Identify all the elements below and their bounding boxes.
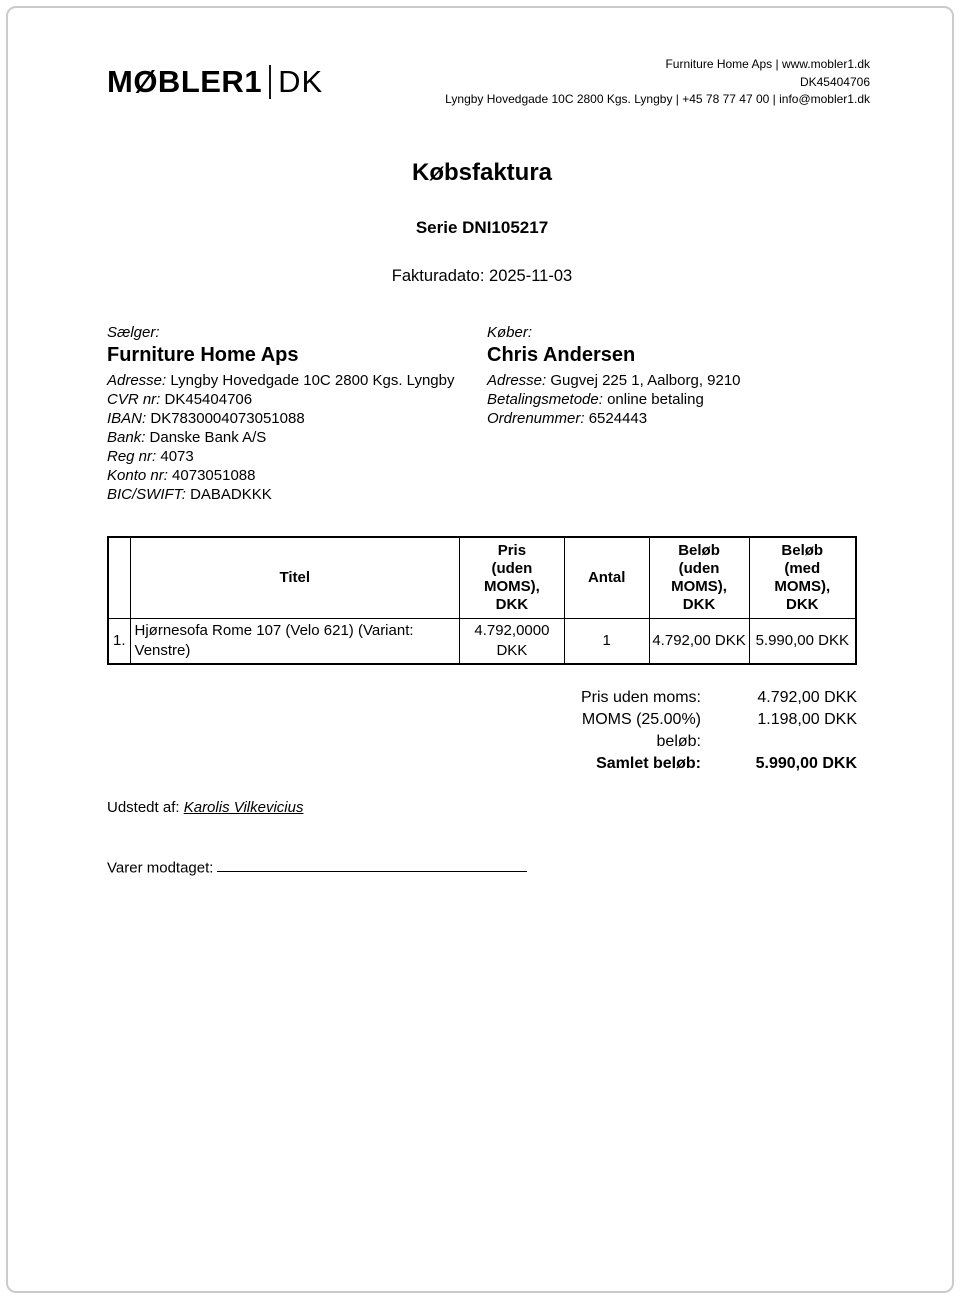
field-value: DABADKKK <box>190 485 272 503</box>
contact-line-website: Furniture Home Aps | www.mobler1.dk <box>665 57 870 71</box>
header-text: Beløb (med MOMS), DKK <box>774 541 831 613</box>
item-amount-ex-vat-cell: 4.792,00 DKK <box>649 618 749 664</box>
field-label: IBAN: <box>107 409 147 427</box>
header-row-number <box>108 537 130 619</box>
seller-name: Furniture Home Aps <box>107 343 299 366</box>
parties-section <box>107 324 857 504</box>
issued-by-label: Udstedt af: <box>107 798 180 816</box>
logo-text-dk: DK <box>278 64 324 99</box>
item-qty-cell: 1 <box>564 618 649 664</box>
seller-field-adresse <box>107 371 487 390</box>
totals-section <box>107 687 857 775</box>
buyer-label: Køber: <box>487 323 533 341</box>
header-antal: Antal <box>564 537 649 619</box>
seller-field-kontonr <box>107 466 487 485</box>
field-label: Betalingsmetode: <box>487 390 603 408</box>
field-value: DK7830004073051088 <box>150 409 305 427</box>
seller-field-bic <box>107 485 487 504</box>
field-value: 4073 <box>160 447 194 465</box>
item-amount-inc-vat-cell: 5.990,00 DKK <box>749 618 856 664</box>
seller-field-regnr <box>107 447 487 466</box>
header-text: Beløb (uden MOMS), DKK <box>671 541 727 613</box>
field-label: CVR nr: <box>107 390 161 408</box>
buyer-name: Chris Andersen <box>487 343 636 366</box>
field-value: Gugvej 225 1, Aalborg, 9210 <box>550 371 741 389</box>
buyer-field-betalingsmetode <box>487 390 857 409</box>
total-value: 5.990,00 DKK <box>755 754 857 772</box>
items-table <box>107 536 857 665</box>
goods-received <box>107 858 880 876</box>
table-row <box>108 618 856 664</box>
total-row-ex-vat <box>541 687 857 709</box>
item-unit-price-cell: 4.792,0000 DKK <box>459 618 564 664</box>
field-label: Konto nr: <box>107 466 168 484</box>
buyer-section <box>487 324 857 504</box>
field-value: 6524443 <box>588 409 648 427</box>
logo-divider <box>269 65 271 99</box>
invoice-serie: Serie DNI105217 <box>415 217 549 237</box>
field-label: Ordrenummer: <box>487 409 585 427</box>
buyer-field-adresse <box>487 371 857 390</box>
field-value: online betaling <box>607 390 704 408</box>
field-label: Adresse: <box>487 371 547 389</box>
field-value: Danske Bank A/S <box>149 428 267 446</box>
header-amount-inc-vat <box>749 537 856 619</box>
buyer-field-ordrenummer <box>487 409 857 428</box>
seller-field-cvr <box>107 390 487 409</box>
invoice-title: Købsfaktura <box>411 158 553 186</box>
total-label: Samlet beløb: <box>596 754 701 772</box>
field-label: Bank: <box>107 428 146 446</box>
total-row-grand <box>541 753 857 775</box>
logo-text-mobler1: MØBLER1 <box>107 64 263 99</box>
field-value: 4073051088 <box>172 466 256 484</box>
seller-section <box>107 324 487 504</box>
brand-logo <box>107 64 323 100</box>
total-label: MOMS (25.00%) beløb: <box>581 710 701 750</box>
total-value: 4.792,00 DKK <box>757 688 857 706</box>
field-label: Adresse: <box>107 371 167 389</box>
seller-field-iban <box>107 409 487 428</box>
header-price-ex-vat <box>459 537 564 619</box>
field-value: Lyngby Hovedgade 10C 2800 Kgs. Lyngby <box>170 371 455 389</box>
company-contact-info <box>445 56 870 109</box>
table-header-row <box>108 537 856 619</box>
item-title-cell: Hjørnesofa Rome 107 (Velo 621) (Variant: Venstre) <box>130 618 459 664</box>
total-row-vat <box>541 709 857 753</box>
contact-line-address: Lyngby Hovedgade 10C 2800 Kgs. Lyngby | +45 78 77 47 00 | info@mobler1.dk <box>445 92 870 106</box>
total-value: 1.198,00 DKK <box>757 710 857 728</box>
seller-label: Sælger: <box>107 323 160 341</box>
contact-line-vat: DK45404706 <box>799 74 870 89</box>
field-label: BIC/SWIFT: <box>107 485 186 503</box>
header-titel: Titel <box>130 537 459 619</box>
issued-by <box>107 799 880 816</box>
header <box>107 56 870 109</box>
row-number-cell: 1. <box>108 618 130 664</box>
header-text: Pris (uden MOMS), DKK <box>483 541 540 613</box>
issued-by-name: Karolis Vilkevicius <box>183 798 304 816</box>
signature-line <box>217 858 527 872</box>
seller-field-bank <box>107 428 487 447</box>
field-value: DK45404706 <box>164 390 253 408</box>
field-label: Reg nr: <box>107 447 157 465</box>
goods-received-label: Varer modtaget: <box>107 858 214 876</box>
invoice-date: Fakturadato: 2025-11-03 <box>391 266 573 285</box>
header-amount-ex-vat <box>649 537 749 619</box>
total-label: Pris uden moms: <box>580 688 701 706</box>
